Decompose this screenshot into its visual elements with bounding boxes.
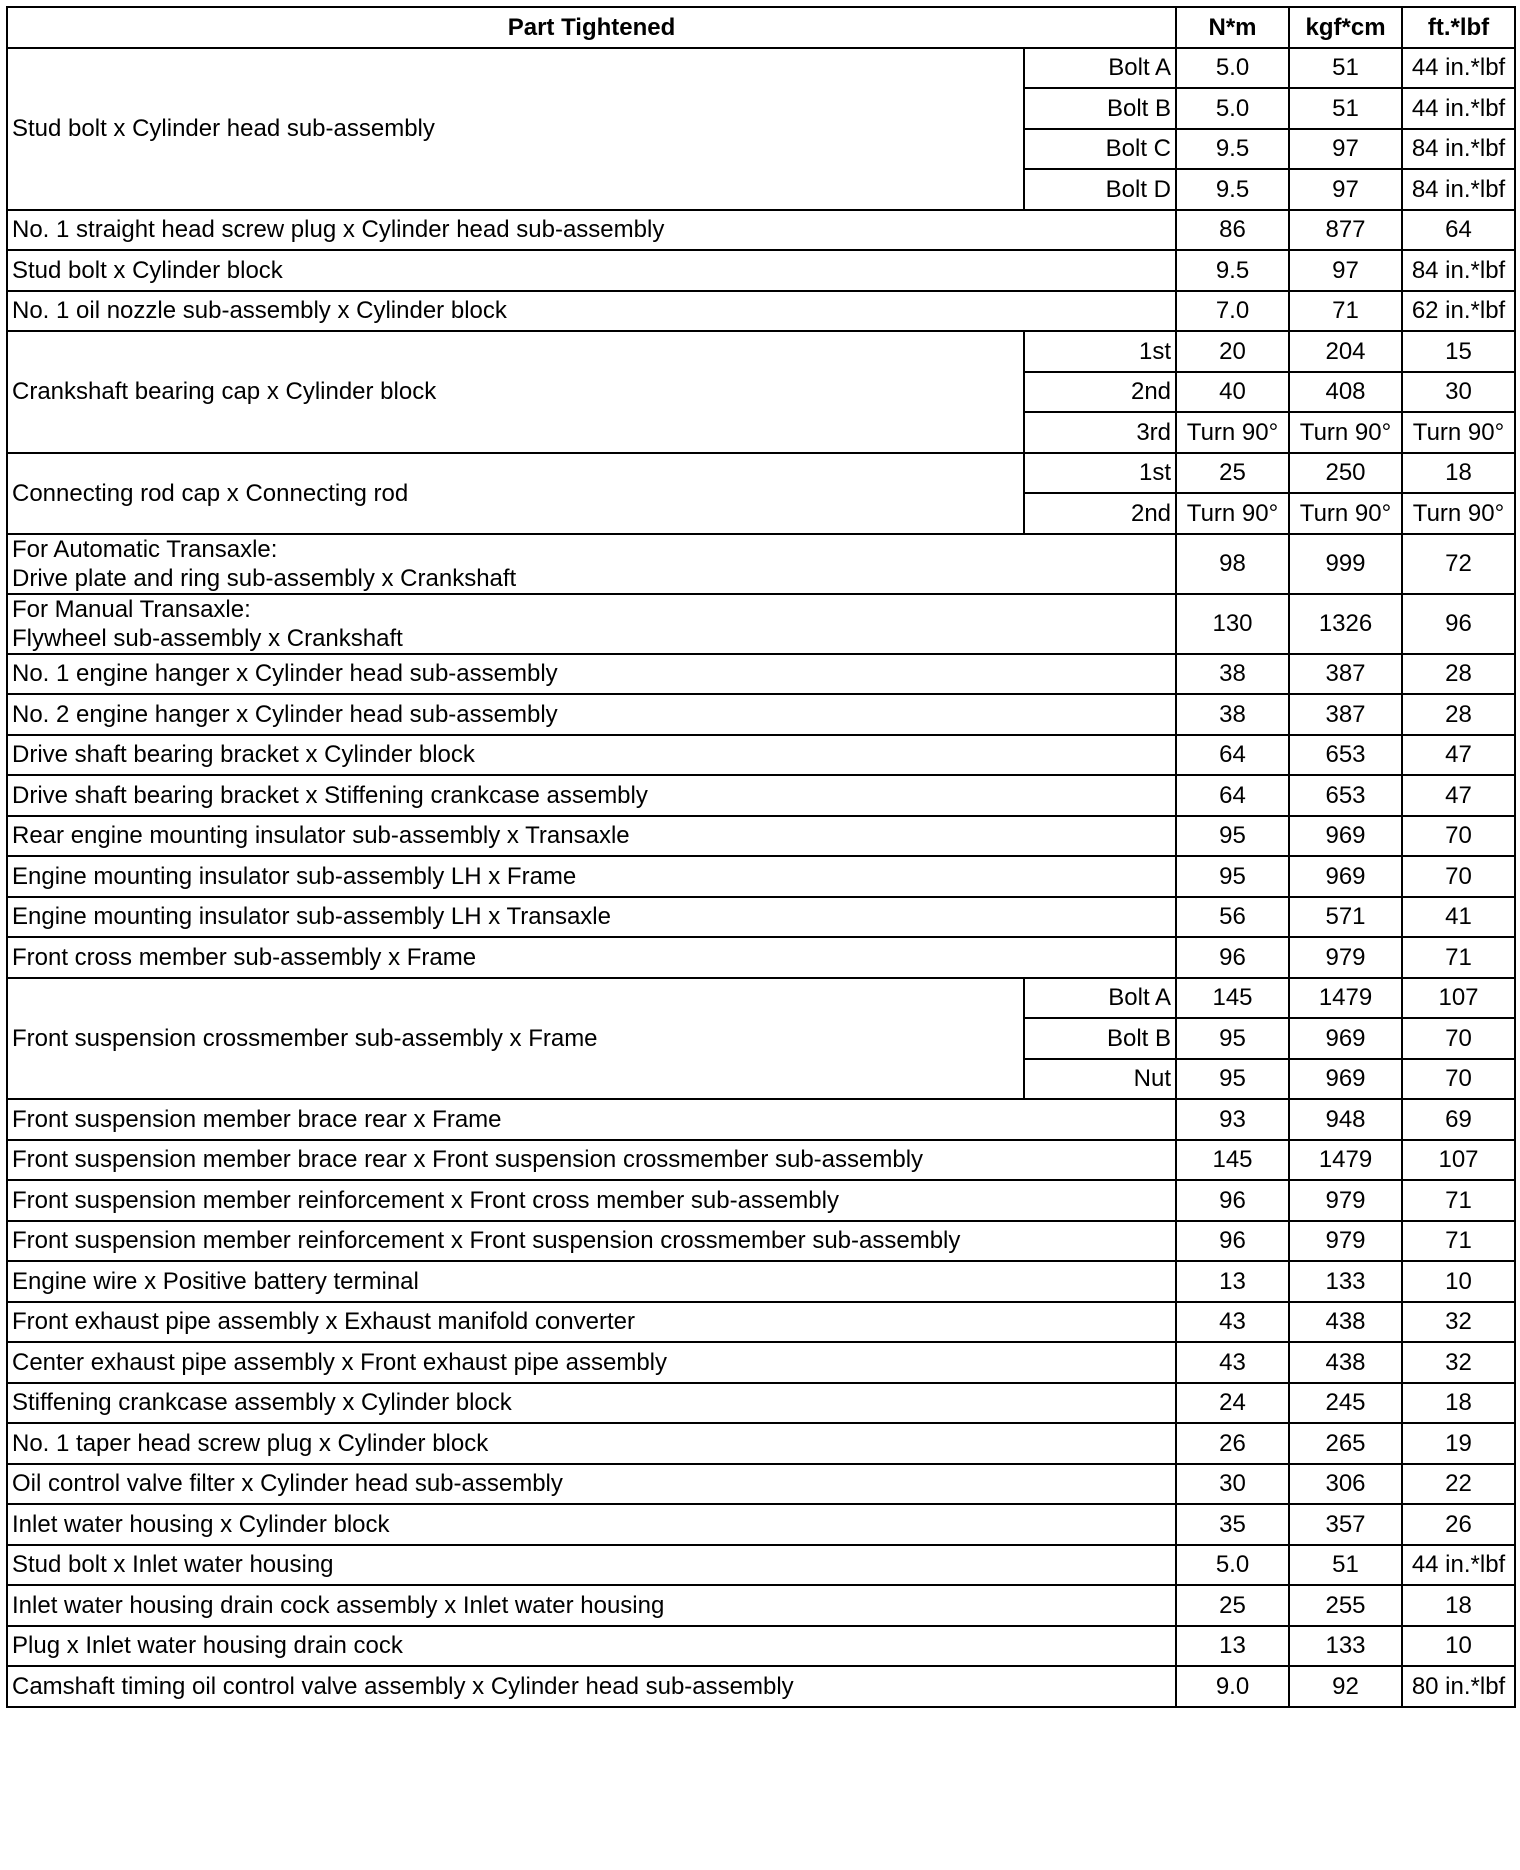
step-label-cell: 1st: [1024, 453, 1176, 494]
nm-value-cell: Turn 90°: [1176, 412, 1289, 453]
part-tightened-line: Front suspension crossmember sub-assembly x Frame: [12, 1024, 598, 1052]
kgf-value-cell: 877: [1289, 210, 1402, 251]
header-nm: N*m: [1176, 7, 1289, 48]
kgf-value-cell: 438: [1289, 1302, 1402, 1343]
part-tightened-line: Front suspension member brace rear x Front suspension crossmember sub-assembly: [12, 1146, 924, 1174]
nm-value-cell: 25: [1176, 1585, 1289, 1626]
kgf-value-cell: 265: [1289, 1423, 1402, 1464]
ft-value-cell: 15: [1402, 331, 1515, 372]
kgf-value-cell: 250: [1289, 453, 1402, 494]
ft-value-cell: 84 in.*lbf: [1402, 129, 1515, 170]
nm-value-cell: 7.0: [1176, 291, 1289, 332]
nm-value-cell: 98: [1176, 534, 1289, 594]
nm-value-cell: 86: [1176, 210, 1289, 251]
part-tightened-cell: [7, 250, 1176, 291]
kgf-value-cell: 653: [1289, 735, 1402, 776]
kgf-value-cell: 306: [1289, 1464, 1402, 1505]
table-row: [7, 694, 1515, 735]
part-tightened-cell: [7, 1585, 1176, 1626]
nm-value-cell: 43: [1176, 1302, 1289, 1343]
part-tightened-line: Front exhaust pipe assembly x Exhaust manifold converter: [12, 1308, 635, 1336]
ft-value-cell: 26: [1402, 1504, 1515, 1545]
ft-value-cell: 18: [1402, 1383, 1515, 1424]
ft-value-cell: 71: [1402, 1221, 1515, 1262]
table-row: [7, 897, 1515, 938]
part-tightened-cell: [7, 775, 1176, 816]
part-tightened-cell: [7, 1180, 1176, 1221]
kgf-value-cell: 653: [1289, 775, 1402, 816]
kgf-value-cell: 948: [1289, 1099, 1402, 1140]
part-tightened-line: Engine mounting insulator sub-assembly LH x Frame: [12, 862, 577, 890]
ft-value-cell: 71: [1402, 937, 1515, 978]
part-tightened-cell: [7, 1261, 1176, 1302]
ft-value-cell: 70: [1402, 856, 1515, 897]
kgf-value-cell: 969: [1289, 856, 1402, 897]
nm-value-cell: 24: [1176, 1383, 1289, 1424]
part-tightened-cell: [7, 978, 1024, 1100]
part-tightened-line: Camshaft timing oil control valve assembly x Cylinder head sub-assembly: [12, 1672, 794, 1700]
part-tightened-line: Front suspension member reinforcement x Front cross member sub-assembly: [12, 1186, 839, 1214]
nm-value-cell: 5.0: [1176, 88, 1289, 129]
ft-value-cell: 70: [1402, 1059, 1515, 1100]
ft-value-cell: 18: [1402, 1585, 1515, 1626]
part-tightened-line: No. 2 engine hanger x Cylinder head sub-assembly: [12, 700, 558, 728]
kgf-value-cell: 438: [1289, 1342, 1402, 1383]
kgf-value-cell: 1326: [1289, 594, 1402, 654]
part-tightened-cell: [7, 1383, 1176, 1424]
kgf-value-cell: 51: [1289, 1545, 1402, 1586]
nm-value-cell: 43: [1176, 1342, 1289, 1383]
part-tightened-cell: [7, 1140, 1176, 1181]
kgf-value-cell: 387: [1289, 654, 1402, 695]
nm-value-cell: 56: [1176, 897, 1289, 938]
ft-value-cell: 84 in.*lbf: [1402, 250, 1515, 291]
part-tightened-cell: [7, 291, 1176, 332]
part-tightened-cell: [7, 210, 1176, 251]
table-row: [7, 1666, 1515, 1707]
part-tightened-line: Stud bolt x Cylinder head sub-assembly: [12, 115, 435, 142]
table-row: [7, 1464, 1515, 1505]
nm-value-cell: 145: [1176, 1140, 1289, 1181]
step-label-cell: Bolt D: [1024, 169, 1176, 210]
kgf-value-cell: 133: [1289, 1626, 1402, 1667]
step-label-cell: Bolt A: [1024, 48, 1176, 89]
table-row: [7, 1626, 1515, 1667]
table-row: [7, 1140, 1515, 1181]
kgf-value-cell: Turn 90°: [1289, 493, 1402, 534]
part-tightened-cell: [7, 1626, 1176, 1667]
nm-value-cell: 5.0: [1176, 48, 1289, 89]
table-row: [7, 1585, 1515, 1626]
part-tightened-cell: [7, 897, 1176, 938]
table-row: [7, 1221, 1515, 1262]
ft-value-cell: 28: [1402, 654, 1515, 695]
kgf-value-cell: 97: [1289, 250, 1402, 291]
part-tightened-cell: [7, 654, 1176, 695]
nm-value-cell: 25: [1176, 453, 1289, 494]
kgf-value-cell: 92: [1289, 1666, 1402, 1707]
kgf-value-cell: 51: [1289, 88, 1402, 129]
kgf-value-cell: 979: [1289, 1221, 1402, 1262]
ft-value-cell: 44 in.*lbf: [1402, 88, 1515, 129]
table-row: [7, 48, 1515, 89]
ft-value-cell: 69: [1402, 1099, 1515, 1140]
table-row: [7, 210, 1515, 251]
nm-value-cell: 9.5: [1176, 129, 1289, 170]
part-tightened-cell: [7, 816, 1176, 857]
table-row: [7, 1342, 1515, 1383]
table-row: [7, 1261, 1515, 1302]
part-tightened-line: Front suspension member brace rear x Frame: [12, 1105, 502, 1133]
kgf-value-cell: 71: [1289, 291, 1402, 332]
table-row: [7, 250, 1515, 291]
ft-value-cell: 80 in.*lbf: [1402, 1666, 1515, 1707]
table-row: [7, 775, 1515, 816]
part-tightened-cell: [7, 1099, 1176, 1140]
nm-value-cell: 9.5: [1176, 250, 1289, 291]
kgf-value-cell: 979: [1289, 937, 1402, 978]
ft-value-cell: 44 in.*lbf: [1402, 1545, 1515, 1586]
part-tightened-cell: [7, 856, 1176, 897]
header-part-tightened: Part Tightened: [7, 7, 1176, 48]
part-tightened-cell: [7, 1666, 1176, 1707]
part-tightened-cell: [7, 594, 1176, 654]
part-tightened-line: Drive shaft bearing bracket x Stiffening crankcase assembly: [12, 781, 648, 809]
nm-value-cell: 95: [1176, 1059, 1289, 1100]
part-tightened-cell: [7, 1545, 1176, 1586]
table-row: [7, 937, 1515, 978]
ft-value-cell: 107: [1402, 1140, 1515, 1181]
kgf-value-cell: 999: [1289, 534, 1402, 594]
ft-value-cell: 41: [1402, 897, 1515, 938]
table-row: [7, 1302, 1515, 1343]
part-tightened-line: No. 1 taper head screw plug x Cylinder block: [12, 1429, 489, 1457]
kgf-value-cell: 133: [1289, 1261, 1402, 1302]
ft-value-cell: 84 in.*lbf: [1402, 169, 1515, 210]
table-row: [7, 654, 1515, 695]
ft-value-cell: 32: [1402, 1302, 1515, 1343]
ft-value-cell: Turn 90°: [1402, 412, 1515, 453]
header-kgf-cm: kgf*cm: [1289, 7, 1402, 48]
part-tightened-line: For Automatic Transaxle:: [12, 535, 278, 563]
ft-value-cell: 22: [1402, 1464, 1515, 1505]
table-row: [7, 735, 1515, 776]
table-row: [7, 1099, 1515, 1140]
part-tightened-cell: [7, 453, 1024, 534]
ft-value-cell: 47: [1402, 775, 1515, 816]
part-tightened-line: Flywheel sub-assembly x Crankshaft: [12, 624, 403, 652]
torque-table-body: [7, 48, 1515, 1707]
ft-value-cell: 30: [1402, 372, 1515, 413]
kgf-value-cell: 969: [1289, 1059, 1402, 1100]
part-tightened-line: Center exhaust pipe assembly x Front exhaust pipe assembly: [12, 1348, 667, 1376]
table-row: [7, 534, 1515, 594]
nm-value-cell: 5.0: [1176, 1545, 1289, 1586]
table-row: [7, 978, 1515, 1019]
step-label-cell: 2nd: [1024, 493, 1176, 534]
part-tightened-line: Oil control valve filter x Cylinder head sub-assembly: [12, 1470, 563, 1498]
ft-value-cell: 10: [1402, 1626, 1515, 1667]
part-tightened-cell: [7, 694, 1176, 735]
nm-value-cell: 38: [1176, 654, 1289, 695]
kgf-value-cell: 387: [1289, 694, 1402, 735]
nm-value-cell: 20: [1176, 331, 1289, 372]
kgf-value-cell: 357: [1289, 1504, 1402, 1545]
nm-value-cell: 26: [1176, 1423, 1289, 1464]
nm-value-cell: 95: [1176, 816, 1289, 857]
kgf-value-cell: 408: [1289, 372, 1402, 413]
nm-value-cell: 96: [1176, 1221, 1289, 1262]
table-row: [7, 1545, 1515, 1586]
part-tightened-line: Crankshaft bearing cap x Cylinder block: [12, 378, 437, 406]
kgf-value-cell: 255: [1289, 1585, 1402, 1626]
step-label-cell: 3rd: [1024, 412, 1176, 453]
part-tightened-cell: [7, 1302, 1176, 1343]
part-tightened-line: Stud bolt x Cylinder block: [12, 256, 283, 284]
table-row: [7, 594, 1515, 654]
part-tightened-line: Stud bolt x Inlet water housing: [12, 1551, 334, 1579]
nm-value-cell: 40: [1176, 372, 1289, 413]
part-tightened-cell: [7, 331, 1024, 453]
table-row: [7, 453, 1515, 494]
nm-value-cell: 96: [1176, 1180, 1289, 1221]
nm-value-cell: 130: [1176, 594, 1289, 654]
kgf-value-cell: 969: [1289, 816, 1402, 857]
part-tightened-line: Drive plate and ring sub-assembly x Crankshaft: [12, 564, 517, 592]
ft-value-cell: Turn 90°: [1402, 493, 1515, 534]
part-tightened-line: Front cross member sub-assembly x Frame: [12, 943, 477, 971]
nm-value-cell: 30: [1176, 1464, 1289, 1505]
nm-value-cell: 38: [1176, 694, 1289, 735]
part-tightened-line: No. 1 straight head screw plug x Cylinder head sub-assembly: [12, 216, 665, 244]
ft-value-cell: 71: [1402, 1180, 1515, 1221]
part-tightened-cell: [7, 1423, 1176, 1464]
part-tightened-cell: [7, 1504, 1176, 1545]
part-tightened-line: No. 1 oil nozzle sub-assembly x Cylinder block: [12, 297, 507, 325]
step-label-cell: 2nd: [1024, 372, 1176, 413]
part-tightened-line: For Manual Transaxle:: [12, 595, 251, 623]
part-tightened-cell: [7, 534, 1176, 594]
nm-value-cell: 35: [1176, 1504, 1289, 1545]
ft-value-cell: 19: [1402, 1423, 1515, 1464]
table-row: [7, 1423, 1515, 1464]
part-tightened-cell: [7, 1464, 1176, 1505]
kgf-value-cell: 1479: [1289, 978, 1402, 1019]
kgf-value-cell: 979: [1289, 1180, 1402, 1221]
part-tightened-cell: [7, 735, 1176, 776]
ft-value-cell: 18: [1402, 453, 1515, 494]
step-label-cell: 1st: [1024, 331, 1176, 372]
table-row: [7, 856, 1515, 897]
ft-value-cell: 70: [1402, 816, 1515, 857]
part-tightened-line: Stiffening crankcase assembly x Cylinder block: [12, 1389, 512, 1417]
kgf-value-cell: 969: [1289, 1018, 1402, 1059]
part-tightened-cell: [7, 937, 1176, 978]
step-label-cell: Bolt B: [1024, 88, 1176, 129]
header-row: [7, 7, 1515, 48]
table-row: [7, 1383, 1515, 1424]
ft-value-cell: 47: [1402, 735, 1515, 776]
kgf-value-cell: 571: [1289, 897, 1402, 938]
part-tightened-line: Connecting rod cap x Connecting rod: [12, 479, 409, 507]
kgf-value-cell: 97: [1289, 129, 1402, 170]
nm-value-cell: Turn 90°: [1176, 493, 1289, 534]
nm-value-cell: 96: [1176, 937, 1289, 978]
kgf-value-cell: Turn 90°: [1289, 412, 1402, 453]
ft-value-cell: 32: [1402, 1342, 1515, 1383]
part-tightened-line: Rear engine mounting insulator sub-assembly x Transaxle: [12, 822, 630, 850]
part-tightened-line: Inlet water housing x Cylinder block: [12, 1510, 390, 1538]
ft-value-cell: 28: [1402, 694, 1515, 735]
ft-value-cell: 10: [1402, 1261, 1515, 1302]
table-row: [7, 1504, 1515, 1545]
ft-value-cell: 64: [1402, 210, 1515, 251]
nm-value-cell: 64: [1176, 775, 1289, 816]
nm-value-cell: 145: [1176, 978, 1289, 1019]
step-label-cell: Bolt C: [1024, 129, 1176, 170]
table-row: [7, 331, 1515, 372]
ft-value-cell: 96: [1402, 594, 1515, 654]
kgf-value-cell: 1479: [1289, 1140, 1402, 1181]
nm-value-cell: 64: [1176, 735, 1289, 776]
ft-value-cell: 62 in.*lbf: [1402, 291, 1515, 332]
ft-value-cell: 44 in.*lbf: [1402, 48, 1515, 89]
step-label-cell: Nut: [1024, 1059, 1176, 1100]
header-ft-lbf: ft.*lbf: [1402, 7, 1515, 48]
nm-value-cell: 95: [1176, 1018, 1289, 1059]
part-tightened-cell: [7, 1342, 1176, 1383]
step-label-cell: Bolt B: [1024, 1018, 1176, 1059]
part-tightened-line: Engine mounting insulator sub-assembly LH x Transaxle: [12, 903, 611, 931]
part-tightened-line: Engine wire x Positive battery terminal: [12, 1267, 419, 1295]
kgf-value-cell: 245: [1289, 1383, 1402, 1424]
nm-value-cell: 13: [1176, 1261, 1289, 1302]
part-tightened-line: No. 1 engine hanger x Cylinder head sub-assembly: [12, 660, 558, 688]
ft-value-cell: 70: [1402, 1018, 1515, 1059]
part-tightened-line: Inlet water housing drain cock assembly x Inlet water housing: [12, 1591, 665, 1619]
ft-value-cell: 107: [1402, 978, 1515, 1019]
nm-value-cell: 9.0: [1176, 1666, 1289, 1707]
nm-value-cell: 13: [1176, 1626, 1289, 1667]
nm-value-cell: 95: [1176, 856, 1289, 897]
step-label-cell: Bolt A: [1024, 978, 1176, 1019]
part-tightened-line: Front suspension member reinforcement x Front suspension crossmember sub-assembly: [12, 1227, 961, 1255]
table-row: [7, 816, 1515, 857]
kgf-value-cell: 204: [1289, 331, 1402, 372]
nm-value-cell: 93: [1176, 1099, 1289, 1140]
ft-value-cell: 72: [1402, 534, 1515, 594]
nm-value-cell: 9.5: [1176, 169, 1289, 210]
part-tightened-line: Drive shaft bearing bracket x Cylinder block: [12, 741, 475, 769]
table-row: [7, 1180, 1515, 1221]
kgf-value-cell: 97: [1289, 169, 1402, 210]
part-tightened-line: Plug x Inlet water housing drain cock: [12, 1632, 403, 1660]
torque-specification-table: [6, 6, 1516, 1708]
part-tightened-cell: [7, 48, 1024, 210]
kgf-value-cell: 51: [1289, 48, 1402, 89]
part-tightened-cell: [7, 1221, 1176, 1262]
table-row: [7, 291, 1515, 332]
